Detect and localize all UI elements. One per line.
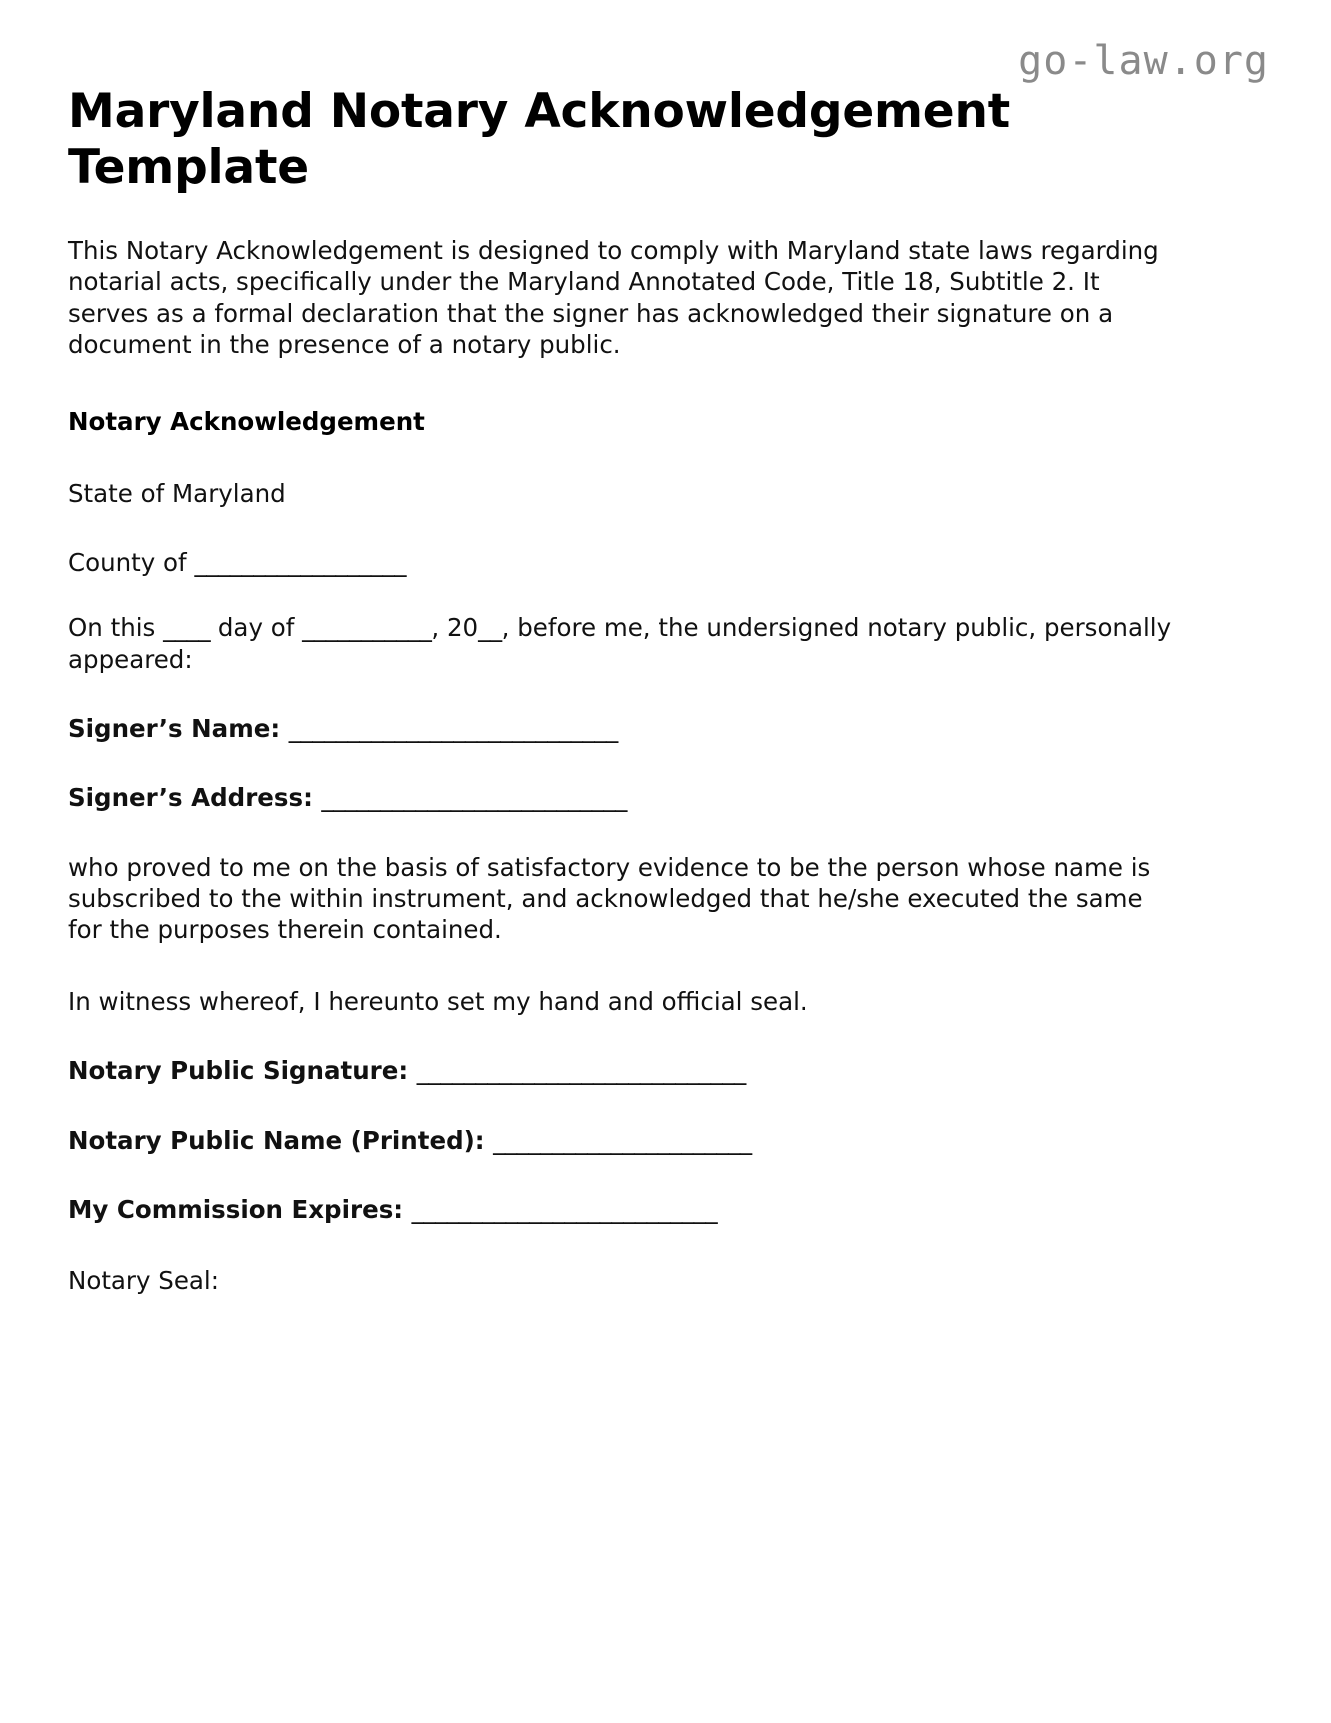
commission-expires-blank[interactable]: __________________________ [411, 1194, 718, 1224]
date-appearance-line [68, 612, 1180, 675]
signer-address-label: Signer’s Address: [68, 783, 322, 813]
witness-line: In witness whereof, I hereunto set my hand and official seal. [68, 986, 808, 1016]
signer-address-blank[interactable]: __________________________ [321, 783, 627, 813]
date-prefix: On this [68, 613, 164, 643]
section-heading-notary-acknowledgement: Notary Acknowledgement [68, 407, 425, 437]
signer-name-label: Signer’s Name: [68, 714, 289, 744]
date-year-prefix: , 20 [431, 613, 479, 643]
date-month-blank[interactable]: ___________ [302, 613, 432, 643]
intro-paragraph: This Notary Acknowledgement is designed to comply with Maryland state laws regarding notarial acts, specifically under the Maryland Annotated Code, Title 18, Subtitle 2. It serves as a formal declaration that the signer has acknowledged their signature on a document in the presence of a notary public. [68, 235, 1159, 359]
date-day-blank[interactable]: ____ [163, 613, 211, 643]
proved-paragraph: who proved to me on the basis of satisfactory evidence to be the person whose name is subscribed to the within instrument, and acknowledged that he/she executed the same for the purposes therein contained. [68, 852, 1151, 945]
notary-printed-name-blank[interactable]: ______________________ [493, 1125, 752, 1155]
date-year-blank[interactable]: __ [478, 613, 502, 643]
signer-name-field [68, 713, 1180, 744]
signer-name-blank[interactable]: ____________________________ [288, 714, 618, 744]
site-watermark: go-law.org [1018, 38, 1269, 84]
notary-seal-label: Notary Seal: [68, 1266, 219, 1296]
commission-expires-label: My Commission Expires: [68, 1194, 412, 1224]
date-mid: day of [210, 613, 303, 643]
county-blank[interactable]: __________________ [194, 547, 406, 577]
notary-printed-name-field [68, 1125, 1180, 1156]
date-suffix: , before me, the undersigned notary public, personally appeared: [68, 613, 1172, 674]
notary-signature-field [68, 1055, 1180, 1086]
notary-printed-name-label: Notary Public Name (Printed): [68, 1125, 494, 1155]
notary-signature-blank[interactable]: ____________________________ [416, 1056, 746, 1086]
state-line: State of Maryland [68, 478, 286, 508]
document-body [68, 84, 1180, 1297]
commission-expires-field [68, 1194, 1180, 1225]
county-field [68, 547, 1180, 578]
signer-address-field [68, 782, 1180, 813]
county-label: County of [68, 547, 195, 577]
notary-signature-label: Notary Public Signature: [68, 1056, 417, 1086]
page-title: Maryland Notary Acknowledgement Template [68, 84, 1010, 196]
